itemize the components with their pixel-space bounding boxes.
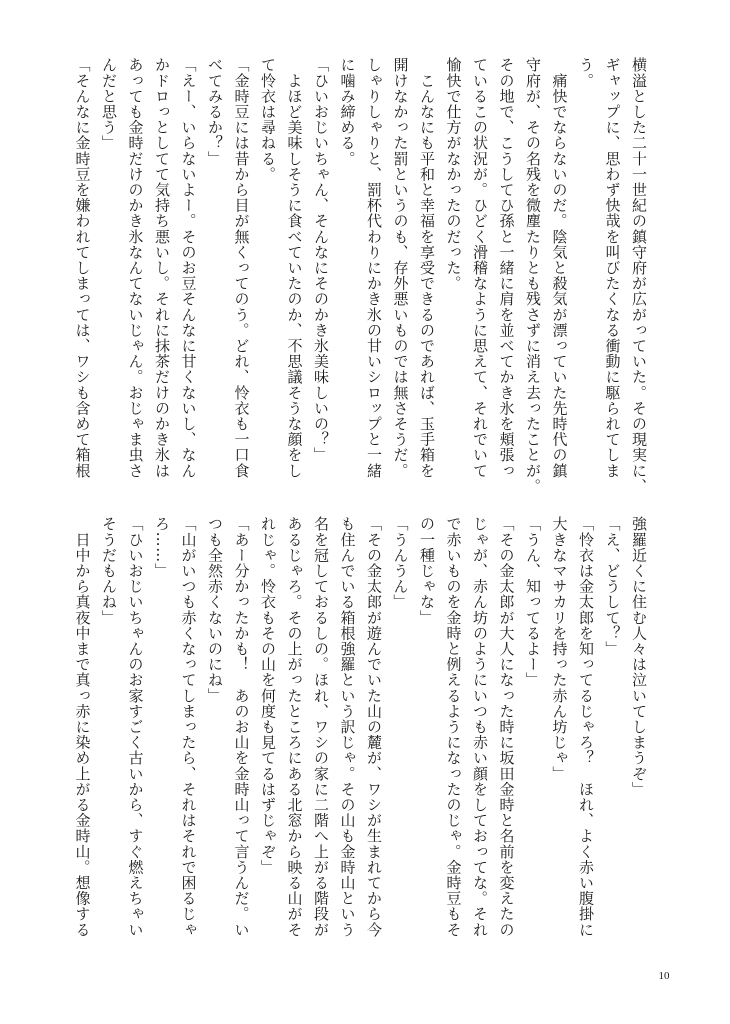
text-line: こんなにも平和と幸福を享受できるのであれば、玉手箱を (418, 57, 436, 479)
text-line: 「え、どうして？」 (603, 516, 622, 657)
text-line: しゃりしゃりと、罰杯代わりにかき氷の甘いシロップと一緒 (365, 57, 383, 479)
text-line: あっても金時だけのかき氷なんてないじゃん。おじゃま虫さ (126, 57, 145, 479)
page-number: 10 (658, 970, 670, 982)
text-line: その地で、こうしてひ孫と一緒に肩を並べてかき氷を頬張っ (497, 57, 516, 479)
text-line: 愉快で仕方がなかったのだった。 (444, 57, 463, 291)
text-line: に噛み締める。 (338, 57, 357, 167)
text-line: つも全然赤くないのにね」 (206, 516, 224, 704)
text-line: 名を冠しておるしの。ほれ、ワシの家に二階へ上がる階段が (312, 516, 330, 938)
text-line: 守府が、その名残を微塵たりとも残さずに消え去ったことが。 (524, 57, 542, 494)
text-block-upper (73, 57, 652, 494)
text-line: 「そんなに金時豆を嫌われてしまっては、ワシも含めて箱根 (73, 57, 92, 479)
text-line: かドロっとしてて気持ち悪いし。それに抹茶だけのかき氷は (153, 57, 171, 479)
text-line: の一種じゃな」 (418, 516, 436, 626)
text-line: 強羅近くに住む人々は泣いてしまうぞ」 (630, 516, 648, 797)
text-line: よほど美味しそうに食べていたのか、不思議そうな顔をし (285, 57, 304, 479)
text-line: ギャップに、思わず快哉を叫びたくなる衝動に駆られてしま (603, 57, 622, 479)
text-line: 「あー分かったかも！ あのお山を金時山って言うんだ。い (232, 516, 251, 938)
text-line: 「えー、いらないよー。そのお豆そんなに甘くないし、なん (179, 57, 198, 479)
text-line: んだと思う」 (100, 57, 118, 151)
text-line: 「うんうん」 (391, 516, 410, 610)
text-line: 「金時豆には昔から目が無くってのう。どれ、怜衣も一口食 (232, 57, 251, 479)
text-line: う。 (577, 57, 595, 89)
text-line: 「うん、知ってるよー」 (524, 516, 542, 688)
text-line: 横溢とした二十一世紀の鎮守府が広がっていた。その現実に、 (630, 57, 648, 494)
text-line: 日中から真夜中まで真っ赤に染め上がる金時山。想像する (73, 516, 92, 938)
text-line: 痛快でならないのだ。陰気と殺気が漂っていた先時代の鎮 (550, 57, 569, 479)
text-line: も住んでいる箱根強羅という訳じゃ。その山も金時山という (338, 516, 357, 938)
text-line: あるじゃろ。その上がったところにある北窓から映る山がそ (285, 516, 304, 938)
text-line: 「その金太郎が大人になった時に坂田金時と名前を変えたの (497, 516, 516, 938)
text-line: 開けなかった罰というのも、存外悪いものでは無さそうだ。 (391, 57, 410, 479)
text-line: 「山がいつも赤くなってしまったら、それはそれで困るじゃ (179, 516, 198, 938)
text-line: じゃが、赤ん坊のようにいつも赤い顔をしておってな。それ (471, 516, 489, 938)
text-line: 「ひいおじいちゃん、そんなにそのかき氷美味しいの？」 (312, 57, 330, 463)
text-line: ているこの状況が。ひどく滑稽なように思えて、それでいて (471, 57, 489, 479)
text-line: べてみるか？」 (206, 57, 224, 167)
text-line: 「ひいおじいちゃんのお家すごく古いから、すぐ燃えちゃい (126, 516, 145, 938)
text-block-lower (73, 516, 652, 946)
text-line: 「その金太郎が遊んでいた山の麓が、ワシが生まれてから今 (365, 516, 383, 938)
text-line: 大きなマサカリを持った赤ん坊じゃ」 (550, 516, 569, 782)
text-line: そうだもんね」 (100, 516, 118, 626)
text-line: て怜衣は尋ねる。 (259, 57, 277, 182)
text-line: れじゃ。怜衣もその山を何度も見てるはずじゃぞ」 (259, 516, 277, 875)
text-line: ろ……」 (153, 516, 171, 579)
text-line: 「怜衣は金太郎を知ってるじゃろ？ ほれ、よく赤い腹掛に (577, 516, 595, 938)
text-line: で赤いものを金時と例えるようになったのじゃ。金時豆もそ (444, 516, 463, 938)
